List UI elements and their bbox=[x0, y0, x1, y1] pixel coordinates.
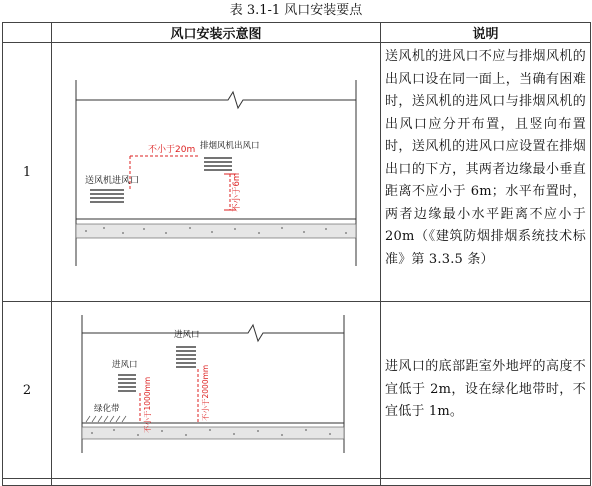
table-row bbox=[3, 43, 591, 302]
row-index: 2 bbox=[3, 302, 52, 479]
header-diagram: 风口安装示意图 bbox=[52, 23, 381, 43]
label-inlet-right: 进风口 bbox=[174, 330, 200, 340]
diagram-cell bbox=[52, 43, 381, 302]
header-index bbox=[3, 23, 52, 43]
table-header-row bbox=[3, 23, 591, 43]
table-row-partial bbox=[3, 479, 591, 486]
diagram-cell bbox=[52, 302, 381, 479]
label-inlet-left: 进风口 bbox=[112, 360, 138, 370]
vent-installation-table bbox=[2, 22, 591, 486]
vent-layout-diagram-1 bbox=[52, 44, 381, 296]
label-dim-right: 不小于2000mm bbox=[201, 364, 210, 421]
table-row bbox=[3, 302, 591, 479]
description-cell: 进风口的底部距室外地坪的高度不宜低于 2m，设在绿化地带时，不宜低于 1m。 bbox=[381, 302, 591, 479]
label-horizontal-distance: 不小于20m bbox=[148, 145, 196, 155]
vent-layout-diagram-2 bbox=[52, 303, 381, 473]
row-index: 1 bbox=[3, 43, 52, 302]
label-supply-inlet: 送风机进风口 bbox=[85, 176, 140, 186]
label-dim-left: 不小于1000mm bbox=[143, 376, 152, 433]
label-exhaust-outlet: 排烟风机出风口 bbox=[200, 141, 260, 151]
label-green-belt: 绿化带 bbox=[94, 404, 120, 414]
header-description: 说明 bbox=[381, 23, 591, 43]
table-caption: 表 3.1-1 风口安装要点 bbox=[229, 3, 363, 18]
description-cell: 送风机的进风口不应与排烟风机的出风口设在同一面上，当确有困难时，送风机的进风口与排烟风机的出风口应分开布置，且竖向布置时，送风机的进风口应设置在排烟出口的下方，其两者边缘最小垂直距离不应小于 6m；水平布置时，两者边缘最小水平距离不应小于 20m（《建筑防烟排烟系统技术标准》第 3.3.5 条） bbox=[381, 43, 591, 302]
label-vertical-distance: 不小于6m bbox=[232, 172, 242, 212]
